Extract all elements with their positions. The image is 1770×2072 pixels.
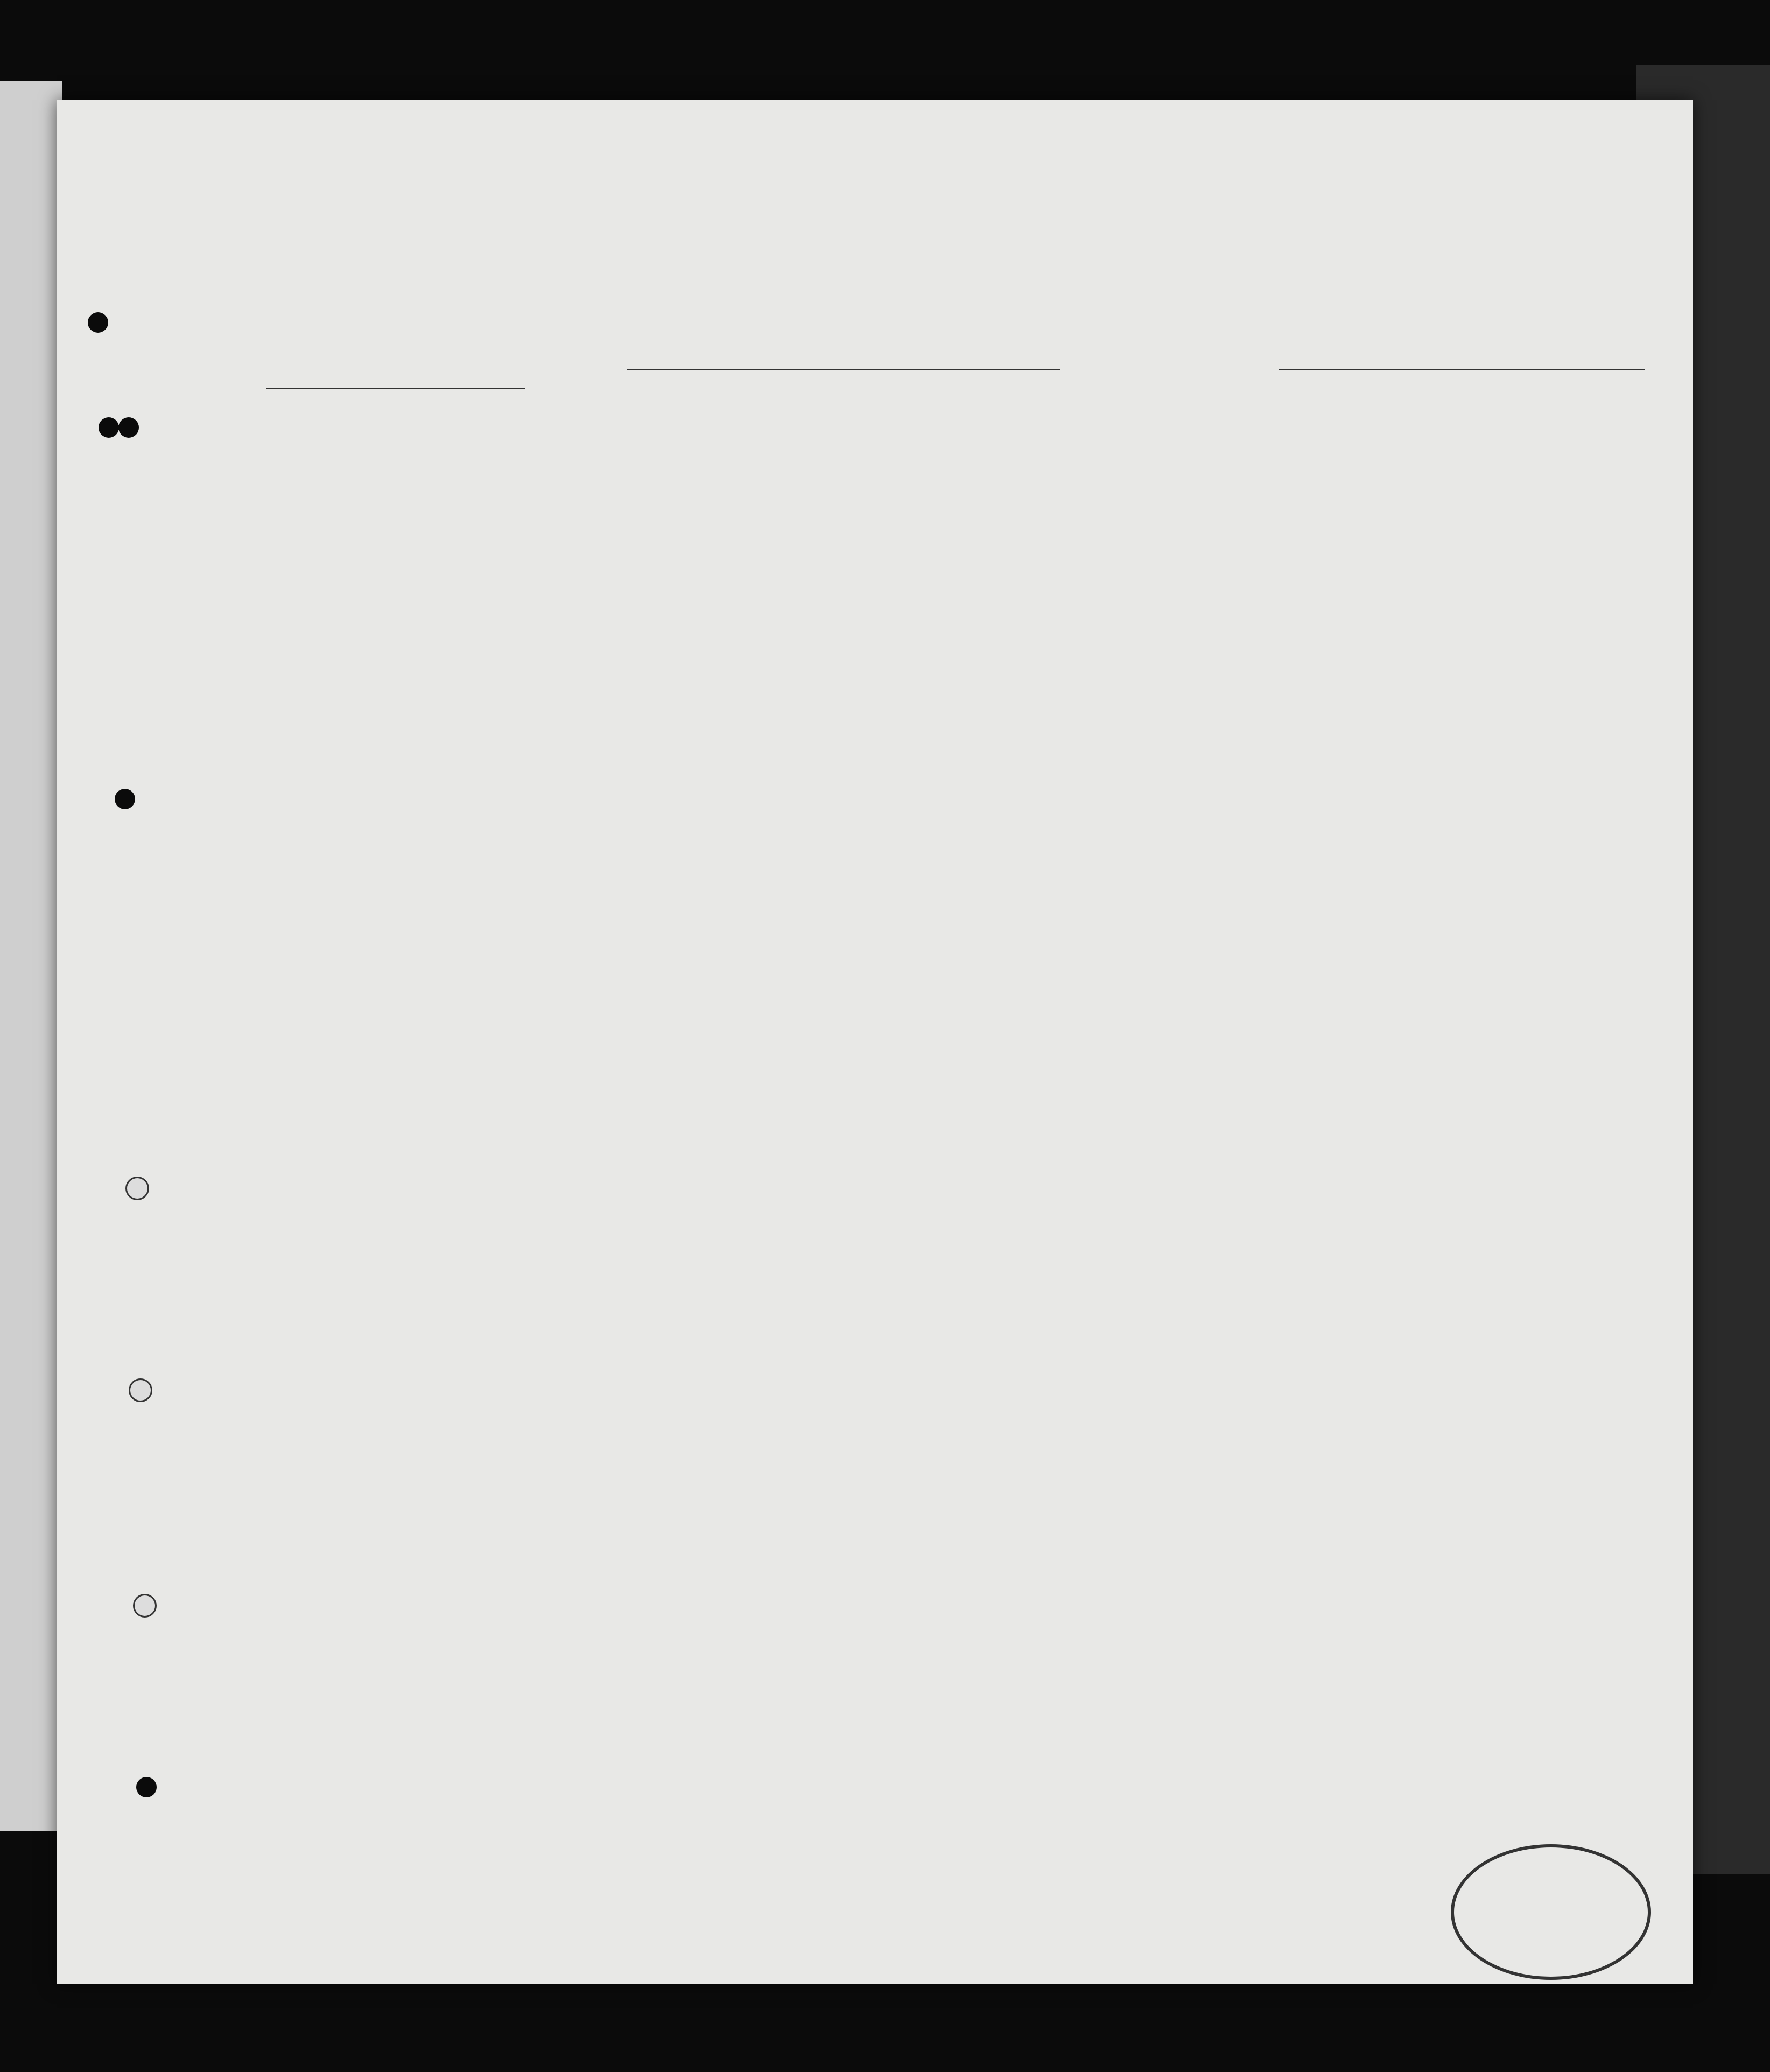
punch-hole (129, 1378, 152, 1402)
punch-hole (133, 1594, 157, 1618)
punch-hole (88, 312, 108, 333)
punch-hole (136, 1777, 157, 1797)
office-stamp (1451, 1844, 1651, 1980)
punch-hole (115, 789, 135, 809)
punch-hole (118, 417, 139, 438)
punch-hole (99, 417, 119, 438)
manifest-sheet (57, 100, 1693, 1984)
background-page-edge (0, 81, 62, 1831)
punch-hole (125, 1177, 149, 1200)
table-grid (57, 100, 1693, 1984)
